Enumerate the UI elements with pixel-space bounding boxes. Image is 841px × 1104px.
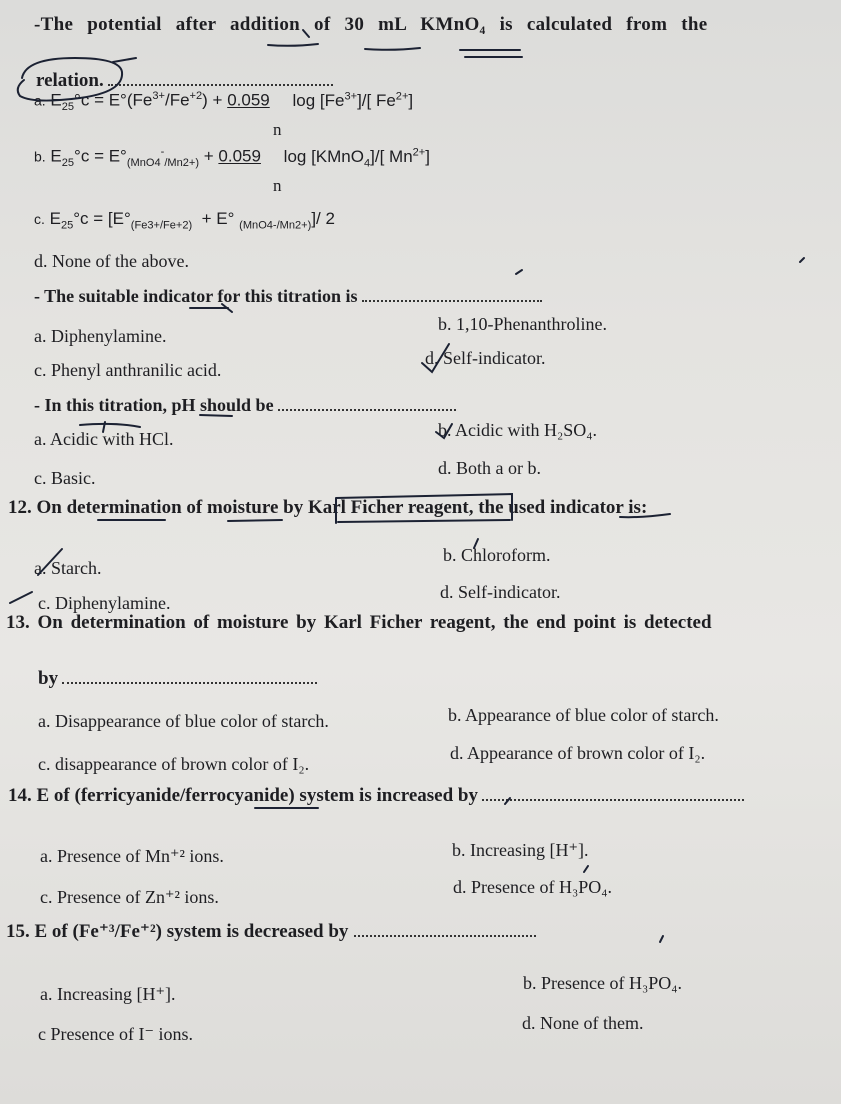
- q12-option-b: b. Chloroform.: [443, 545, 551, 565]
- q14-option-d: d. Presence of H₃PO₄.: [453, 877, 613, 897]
- q15-option-c: c Presence of I⁻ ions.: [38, 1024, 193, 1044]
- q15-option-b: b. Presence of H₃PO₄.: [523, 973, 683, 993]
- ph-option-c: c. Basic.: [34, 468, 96, 488]
- intro-option-a: a. $E_{25}^\circ c = E^\circ(Fe^{3+}/Fe^{+2}) + 0.059$ $\log [Fe^{3+}]/$[ $Fe^{2+}$] n: [34, 90, 414, 139]
- q13-question: 13. On determination of moisture by Karl Ficher reagent, the end point is detected: [6, 612, 712, 633]
- intro-question-tail: relation.: [36, 70, 333, 92]
- q14-question: 14. E of (ferricyanide/ferrocyanide) system is increased by: [8, 785, 744, 807]
- q13-option-c: c. disappearance of brown color of I₂.: [38, 754, 310, 774]
- q12-option-d: d. Self-indicator.: [440, 582, 561, 602]
- indicator-option-d: d. Self-indicator.: [425, 348, 546, 368]
- q13-option-b: b. Appearance of blue color of starch.: [448, 705, 719, 725]
- q15-option-a: a. Increasing [H⁺].: [40, 984, 176, 1004]
- indicator-question: - The suitable indicator for this titration is: [34, 286, 542, 307]
- q13-option-d: d. Appearance of brown color of I₂.: [450, 743, 706, 763]
- ph-question: - In this titration, pH should be: [34, 395, 456, 416]
- indicator-option-c: c. Phenyl anthranilic acid.: [34, 360, 222, 380]
- ph-option-a: a. Acidic with HCl.: [34, 429, 174, 449]
- q13-option-a: a. Disappearance of blue color of starch.: [38, 711, 329, 731]
- intro-question-text: -The potential after addition of 30 mL KMnO₄ is calculated from the: [34, 14, 708, 35]
- indicator-option-a: a. Diphenylamine.: [34, 326, 167, 346]
- q12-question: 12. On determination of moisture by Karl Ficher reagent, the used indicator is:: [8, 497, 648, 518]
- q13-question-tail: by: [38, 668, 317, 690]
- intro-option-d: d. None of the above.: [34, 251, 189, 271]
- q14-option-b: b. Increasing [H⁺].: [452, 840, 589, 860]
- intro-option-b: b. $E_{25}^\circ c = E^\circ_{(MnO4}^-_{/Mn2+)} + 0.059$ log [KMnO$_4$]/[ $Mn^{2+}$] n: [34, 146, 430, 195]
- intro-question: [34, 14, 708, 36]
- q12-option-a: a. Starch.: [34, 558, 102, 578]
- q12-option-c: c. Diphenylamine.: [38, 593, 171, 613]
- ph-option-d: d. Both a or b.: [438, 458, 541, 478]
- q14-option-a: a. Presence of Mn⁺² ions.: [40, 846, 224, 866]
- q15-option-d: d. None of them.: [522, 1013, 644, 1033]
- indicator-option-b: b. 1,10-Phenanthroline.: [438, 314, 607, 334]
- q15-question: 15. E of (Fe⁺³/Fe⁺²) system is decreased by: [6, 920, 536, 943]
- intro-option-c: c. $E_{25}^\circ c = [E^\circ_{(Fe3+/Fe+2)} + E^\circ$ $_{(MnO4-/Mn2+)}$]/ 2: [34, 209, 335, 232]
- ph-option-b: b. Acidic with H₂SO₄.: [438, 420, 598, 440]
- q14-option-c: c. Presence of Zn⁺² ions.: [40, 887, 219, 907]
